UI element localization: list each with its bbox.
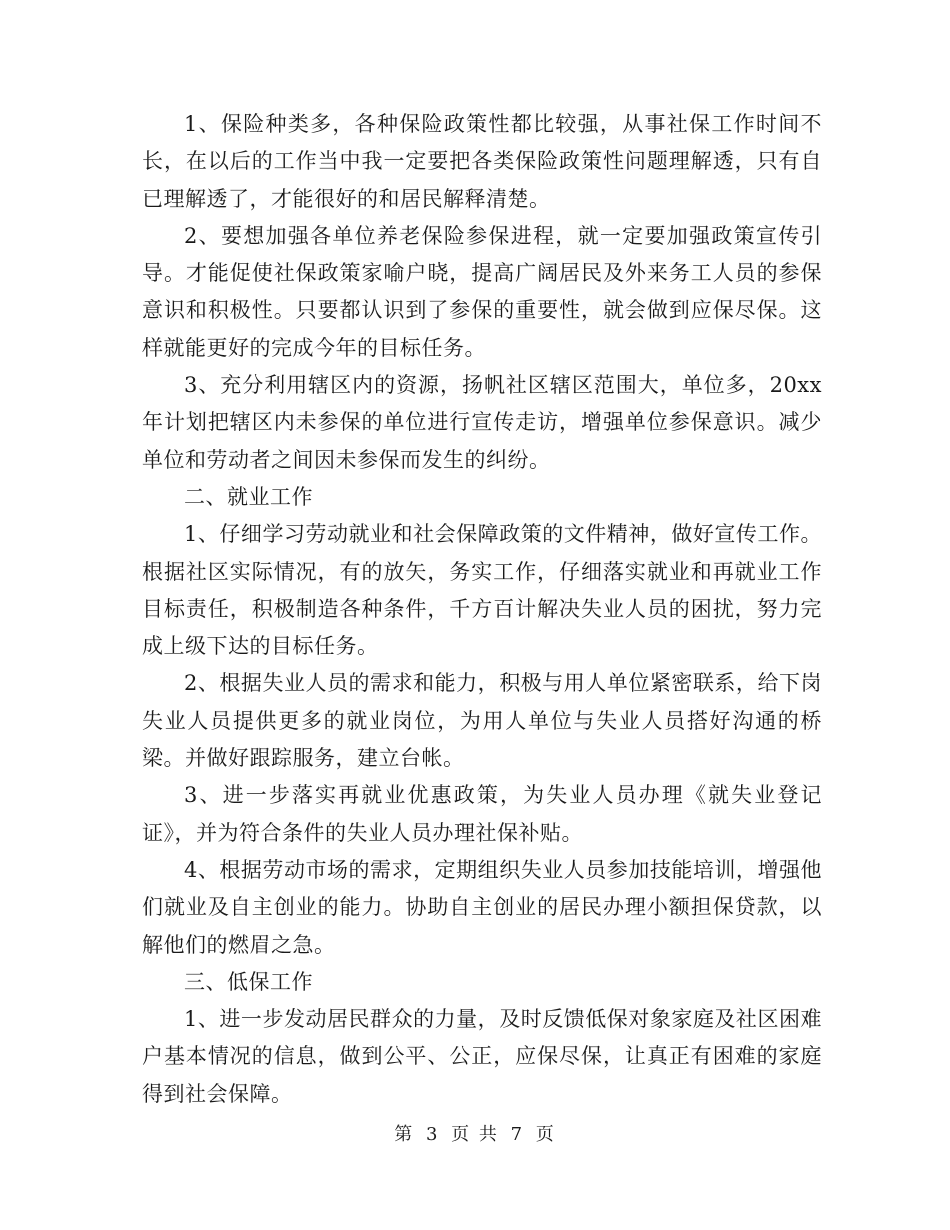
- total-page-count: 7: [510, 1124, 525, 1145]
- section-heading-minimum-living: 三、低保工作: [184, 969, 313, 994]
- paragraph-reemployment-policy: 3、进一步落实再就业优惠政策，为失业人员办理《就失业登记证》，并为符合条件的失业人员办理社保补贴。: [142, 783, 822, 845]
- paragraph-minimum-living-security: 1、进一步发动居民群众的力量，及时反馈低保对象家庭及社区困难户基本情况的信息，做到公平、公正，应保尽保，让真正有困难的家庭得到社会保障。: [142, 1007, 822, 1106]
- paragraph-employment-policy: 1、仔细学习劳动就业和社会保障政策的文件精神，做好宣传工作。根据社区实际情况，有的放矢，务实工作，仔细落实就业和再就业工作目标责任，积极制造各种条件，千方百计解决失业人员的困扰，努力完成上级下达的目标任务。: [142, 522, 822, 659]
- footer-prefix: 第: [394, 1124, 415, 1145]
- footer-suffix: 页: [535, 1124, 556, 1145]
- paragraph-pension-promotion: 2、要想加强各单位养老保险参保进程，就一定要加强政策宣传引导。才能促使社保政策家喻户晓，提高广阔居民及外来务工人员的参保意识和积极性。只要都认识到了参保的重要性，就会做到应保尽保。这样就能更好的完成今年的目标任务。: [142, 223, 822, 360]
- page-number-footer: [0, 1120, 950, 1146]
- paragraph-skills-training: 4、根据劳动市场的需求，定期组织失业人员参加技能培训，增强他们就业及自主创业的能力。协助自主创业的居民办理小额担保贷款，以解他们的燃眉之急。: [142, 857, 822, 957]
- paragraph-job-matching: 2、根据失业人员的需求和能力，积极与用人单位紧密联系，给下岗失业人员提供更多的就业岗位，为用人单位与失业人员搭好沟通的桥梁。并做好跟踪服务，建立台帐。: [142, 671, 822, 771]
- footer-middle: 页 共: [451, 1124, 499, 1145]
- document-body: [142, 106, 822, 1113]
- current-page-number: 3: [425, 1124, 440, 1145]
- paragraph-district-resources: 3、充分利用辖区内的资源，扬帆社区辖区范围大，单位多，20xx年计划把辖区内未参保的单位进行宣传走访，增强单位参保意识。减少单位和劳动者之间因未参保而发生的纠纷。: [142, 373, 822, 472]
- section-heading-employment: 二、就业工作: [184, 484, 313, 509]
- paragraph-insurance-policy: 1、保险种类多，各种保险政策性都比较强，从事社保工作时间不长，在以后的工作当中我一定要把各类保险政策性问题理解透，只有自已理解透了，才能很好的和居民解释清楚。: [142, 112, 822, 211]
